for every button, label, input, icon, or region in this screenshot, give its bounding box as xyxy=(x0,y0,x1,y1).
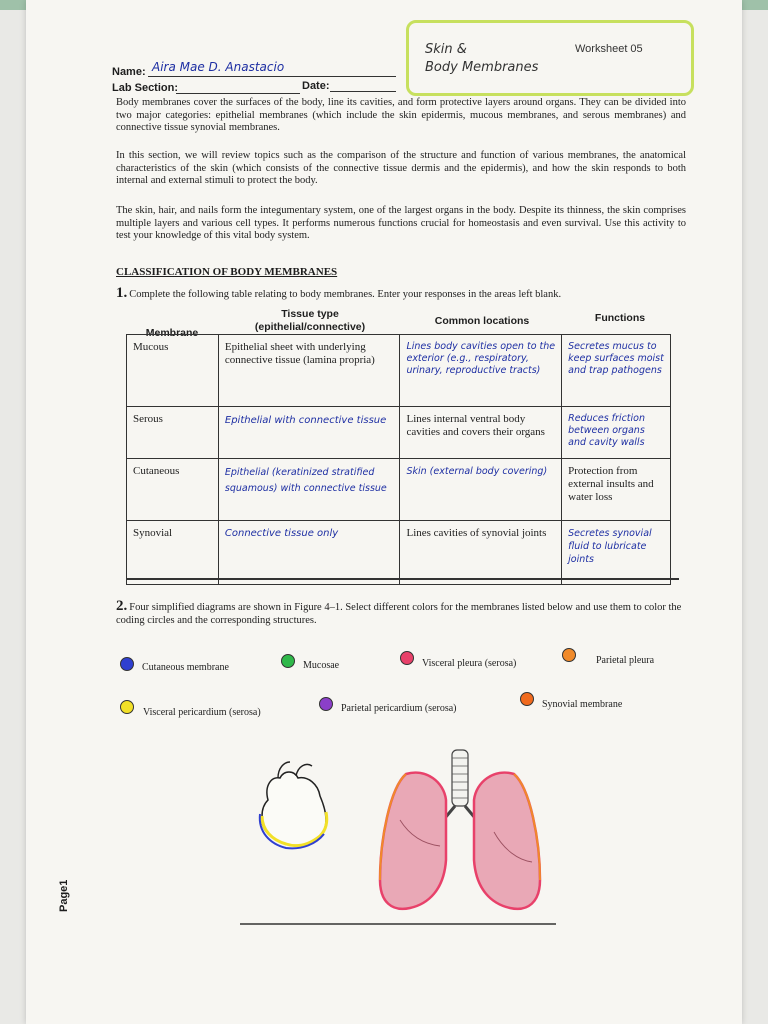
visceral-pleura-color-circle[interactable] xyxy=(400,651,414,665)
question-2 xyxy=(116,600,686,627)
parietal-pericardium-color-circle[interactable] xyxy=(319,697,333,711)
table-row xyxy=(127,459,671,521)
locations-cell: Lines internal ventral body cavities and covers their organs xyxy=(400,407,562,459)
parietal-pleura-color-circle[interactable] xyxy=(562,648,576,662)
visceral-pericardium-color-circle[interactable] xyxy=(120,700,134,714)
legend-label: Mucosae xyxy=(303,660,340,671)
section-heading: CLASSIFICATION OF BODY MEMBRANES xyxy=(116,266,338,278)
question-2-text: Four simplified diagrams are shown in Figure 4–1. Select different colors for the membranes listed below and use them to color the coding circles and the corresponding structures. xyxy=(116,602,682,626)
tissue-cell[interactable]: Connective tissue only xyxy=(218,521,400,585)
legend-label: Visceral pericardium (serosa) xyxy=(143,707,261,718)
lab-section-label: Lab Section: xyxy=(112,82,179,94)
legend-label: Parietal pleura xyxy=(596,655,655,666)
locations-cell[interactable]: Skin (external body covering) xyxy=(400,459,562,521)
page-number: Page1 xyxy=(58,879,70,912)
col-header-membrane: Membrane xyxy=(145,327,199,339)
name-underline xyxy=(148,76,396,77)
synovial-color-circle[interactable] xyxy=(520,692,534,706)
question-1-text: Complete the following table relating to body membranes. Enter your responses in the areas left blank. xyxy=(129,289,562,300)
functions-cell: Protection from external insults and water loss xyxy=(562,459,671,521)
legend-label: Cutaneous membrane xyxy=(142,662,229,673)
box-title xyxy=(425,41,538,77)
date-label: Date: xyxy=(302,80,330,92)
tissue-cell: Epithelial sheet with underlying connective tissue (lamina propria) xyxy=(218,335,400,407)
lungs-diagram xyxy=(380,750,540,909)
locations-cell[interactable]: Lines body cavities open to the exterior (e.g., respiratory, urinary, reproductive tracts) xyxy=(400,335,562,407)
worksheet-number: Worksheet 05 xyxy=(575,43,643,55)
legend-label: Visceral pleura (serosa) xyxy=(422,658,517,669)
title-box xyxy=(406,20,694,96)
tissue-cell[interactable]: Epithelial (keratinized stratified squamous) with connective tissue xyxy=(218,459,400,521)
name-label: Name: xyxy=(112,66,146,78)
figure-4-1-diagrams xyxy=(240,740,560,930)
membrane-cell: Serous xyxy=(127,407,219,459)
membranes-table xyxy=(126,334,671,585)
membrane-cell: Synovial xyxy=(127,521,219,585)
legend-label: Parietal pericardium (serosa) xyxy=(341,703,457,714)
legend-label: Synovial membrane xyxy=(542,699,623,710)
date-underline xyxy=(330,91,396,92)
col-header-locations: Common locations xyxy=(434,315,530,327)
cutaneous-color-circle[interactable] xyxy=(120,657,134,671)
col-header-tissue: Tissue type (epithelial/connective) xyxy=(254,308,366,333)
functions-cell[interactable]: Reduces friction between organs and cavity walls xyxy=(562,407,671,459)
membrane-cell: Mucous xyxy=(127,335,219,407)
name-value: Aira Mae D. Anastacio xyxy=(152,60,285,74)
mucosae-color-circle[interactable] xyxy=(281,654,295,668)
col-header-functions: Functions xyxy=(594,312,646,324)
box-title-line2: Body Membranes xyxy=(425,60,539,75)
locations-cell: Lines cavities of synovial joints xyxy=(400,521,562,585)
functions-cell[interactable]: Secretes synovial fluid to lubricate joints xyxy=(562,521,671,585)
intro-paragraph-2: In this section, we will review topics such as the comparison of the structure and function of various membranes, the anatomical characteristics of the skin (which consists of the connective tissue dermis and the epidermis), and how the skin responds to both internal and external stimuli to protect the body. xyxy=(116,150,686,186)
question-1 xyxy=(116,285,561,302)
table-bottom-rule xyxy=(126,578,679,580)
table-row xyxy=(127,521,671,585)
functions-cell[interactable]: Secretes mucus to keep surfaces moist and trap pathogens xyxy=(562,335,671,407)
table-row xyxy=(127,335,671,407)
intro-paragraph-1: Body membranes cover the surfaces of the body, line its cavities, and form protective layers around organs. They can be divided into two major categories: epithelial membranes (which include the skin epidermis, mucous membranes, and serous membranes) and connective tissue synovial membranes. xyxy=(116,97,686,133)
heart-diagram xyxy=(260,762,327,848)
table-row xyxy=(127,407,671,459)
question-1-number: 1. xyxy=(116,285,128,301)
lab-section-underline xyxy=(176,93,300,94)
tissue-cell[interactable]: Epithelial with connective tissue xyxy=(218,407,400,459)
question-2-number: 2. xyxy=(116,598,128,614)
membrane-cell: Cutaneous xyxy=(127,459,219,521)
intro-paragraph-3: The skin, hair, and nails form the integumentary system, one of the largest organs in the body. Despite its thinness, the skin comprises multiple layers and various cell types. It performs numerous functions crucial for homeostasis and even survival. Use this activity to test your knowledge of this vital body system. xyxy=(116,205,686,241)
box-title-line1: Skin & xyxy=(425,42,467,57)
